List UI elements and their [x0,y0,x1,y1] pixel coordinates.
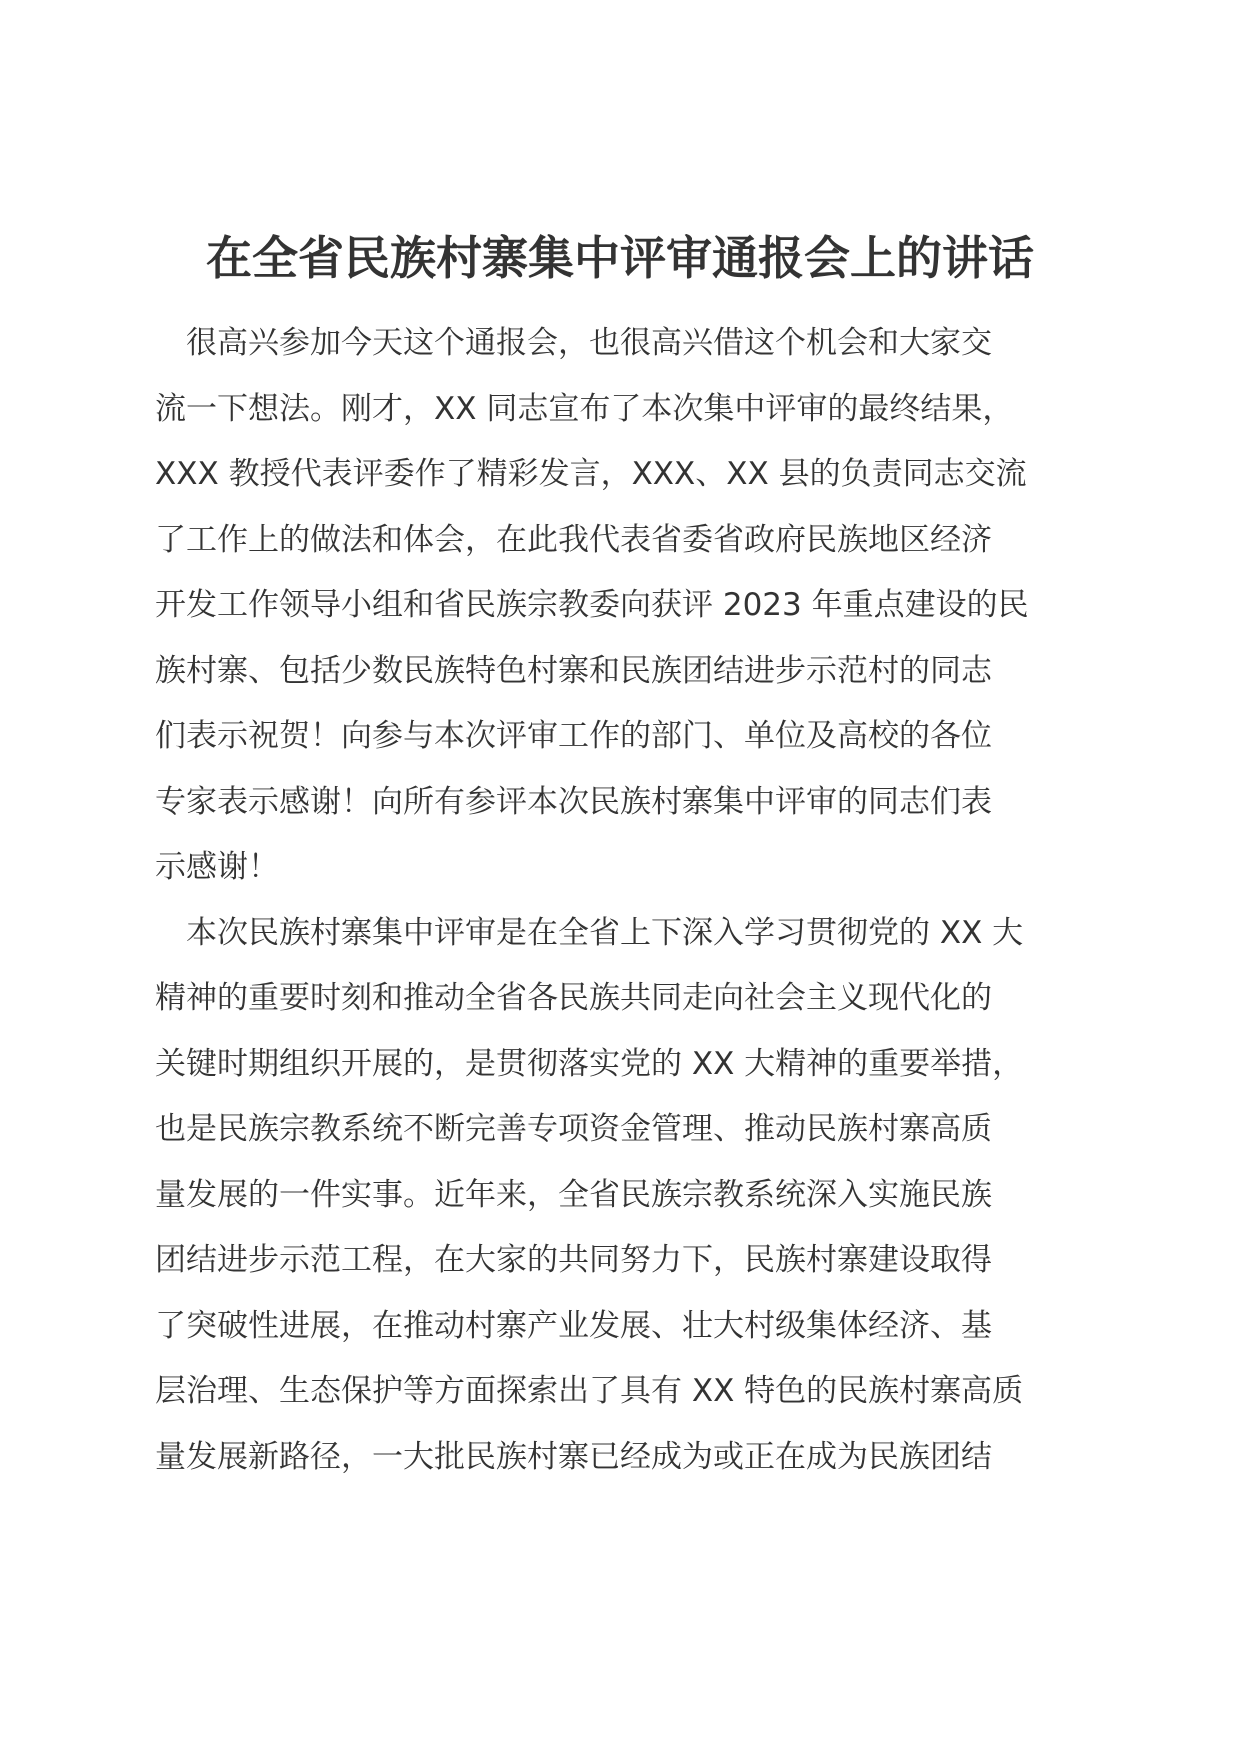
text-line: 本次民族村寨集中评审是在全省上下深入学习贯彻党的 XX 大 [155,914,1024,951]
text-line: 们表示祝贺！向参与本次评审工作的部门、单位及高校的各位 [155,718,992,754]
text-line: 了突破性进展，在推动村寨产业发展、壮大村级集体经济、基 [155,1307,992,1344]
text-line: 量发展新路径，一大批民族村寨已经成为或正在成为民族团结 [155,1438,992,1475]
document-body [155,311,1085,1490]
text-line: 族村寨、包括少数民族特色村寨和民族团结进步示范村的同志 [155,652,992,689]
document-title: 在全省民族村寨集中评审通报会上的讲话 [206,231,1034,285]
text-line: 关键时期组织开展的，是贯彻落实党的 XX 大精神的重要举措， [155,1045,1024,1082]
text-line: 精神的重要时刻和推动全省各民族共同走向社会主义现代化的 [155,980,992,1016]
text-line: 了工作上的做法和体会，在此我代表省委省政府民族地区经济 [155,521,992,558]
text-line: 量发展的一件实事。近年来，全省民族宗教系统深入实施民族 [155,1176,992,1213]
text-line: 很高兴参加今天这个通报会，也很高兴借这个机会和大家交 [155,325,992,361]
text-line: 流一下想法。刚才，XX 同志宣布了本次集中评审的最终结果， [155,390,1014,427]
text-line: 也是民族宗教系统不断完善专项资金管理、推动民族村寨高质 [155,1111,992,1147]
text-line: 层治理、生态保护等方面探索出了具有 XX 特色的民族村寨高质 [155,1373,1024,1409]
text-line: 示感谢！ [155,849,279,885]
text-line: 开发工作领导小组和省民族宗教委向获评 2023 年重点建设的民 [155,587,1029,623]
text-line: 专家表示感谢！向所有参评本次民族村寨集中评审的同志们表 [155,783,992,820]
text-line: 团结进步示范工程，在大家的共同努力下，民族村寨建设取得 [155,1242,992,1278]
text-line: XXX 教授代表评委作了精彩发言，XXX、XX 县的负责同志交流 [155,456,1027,492]
